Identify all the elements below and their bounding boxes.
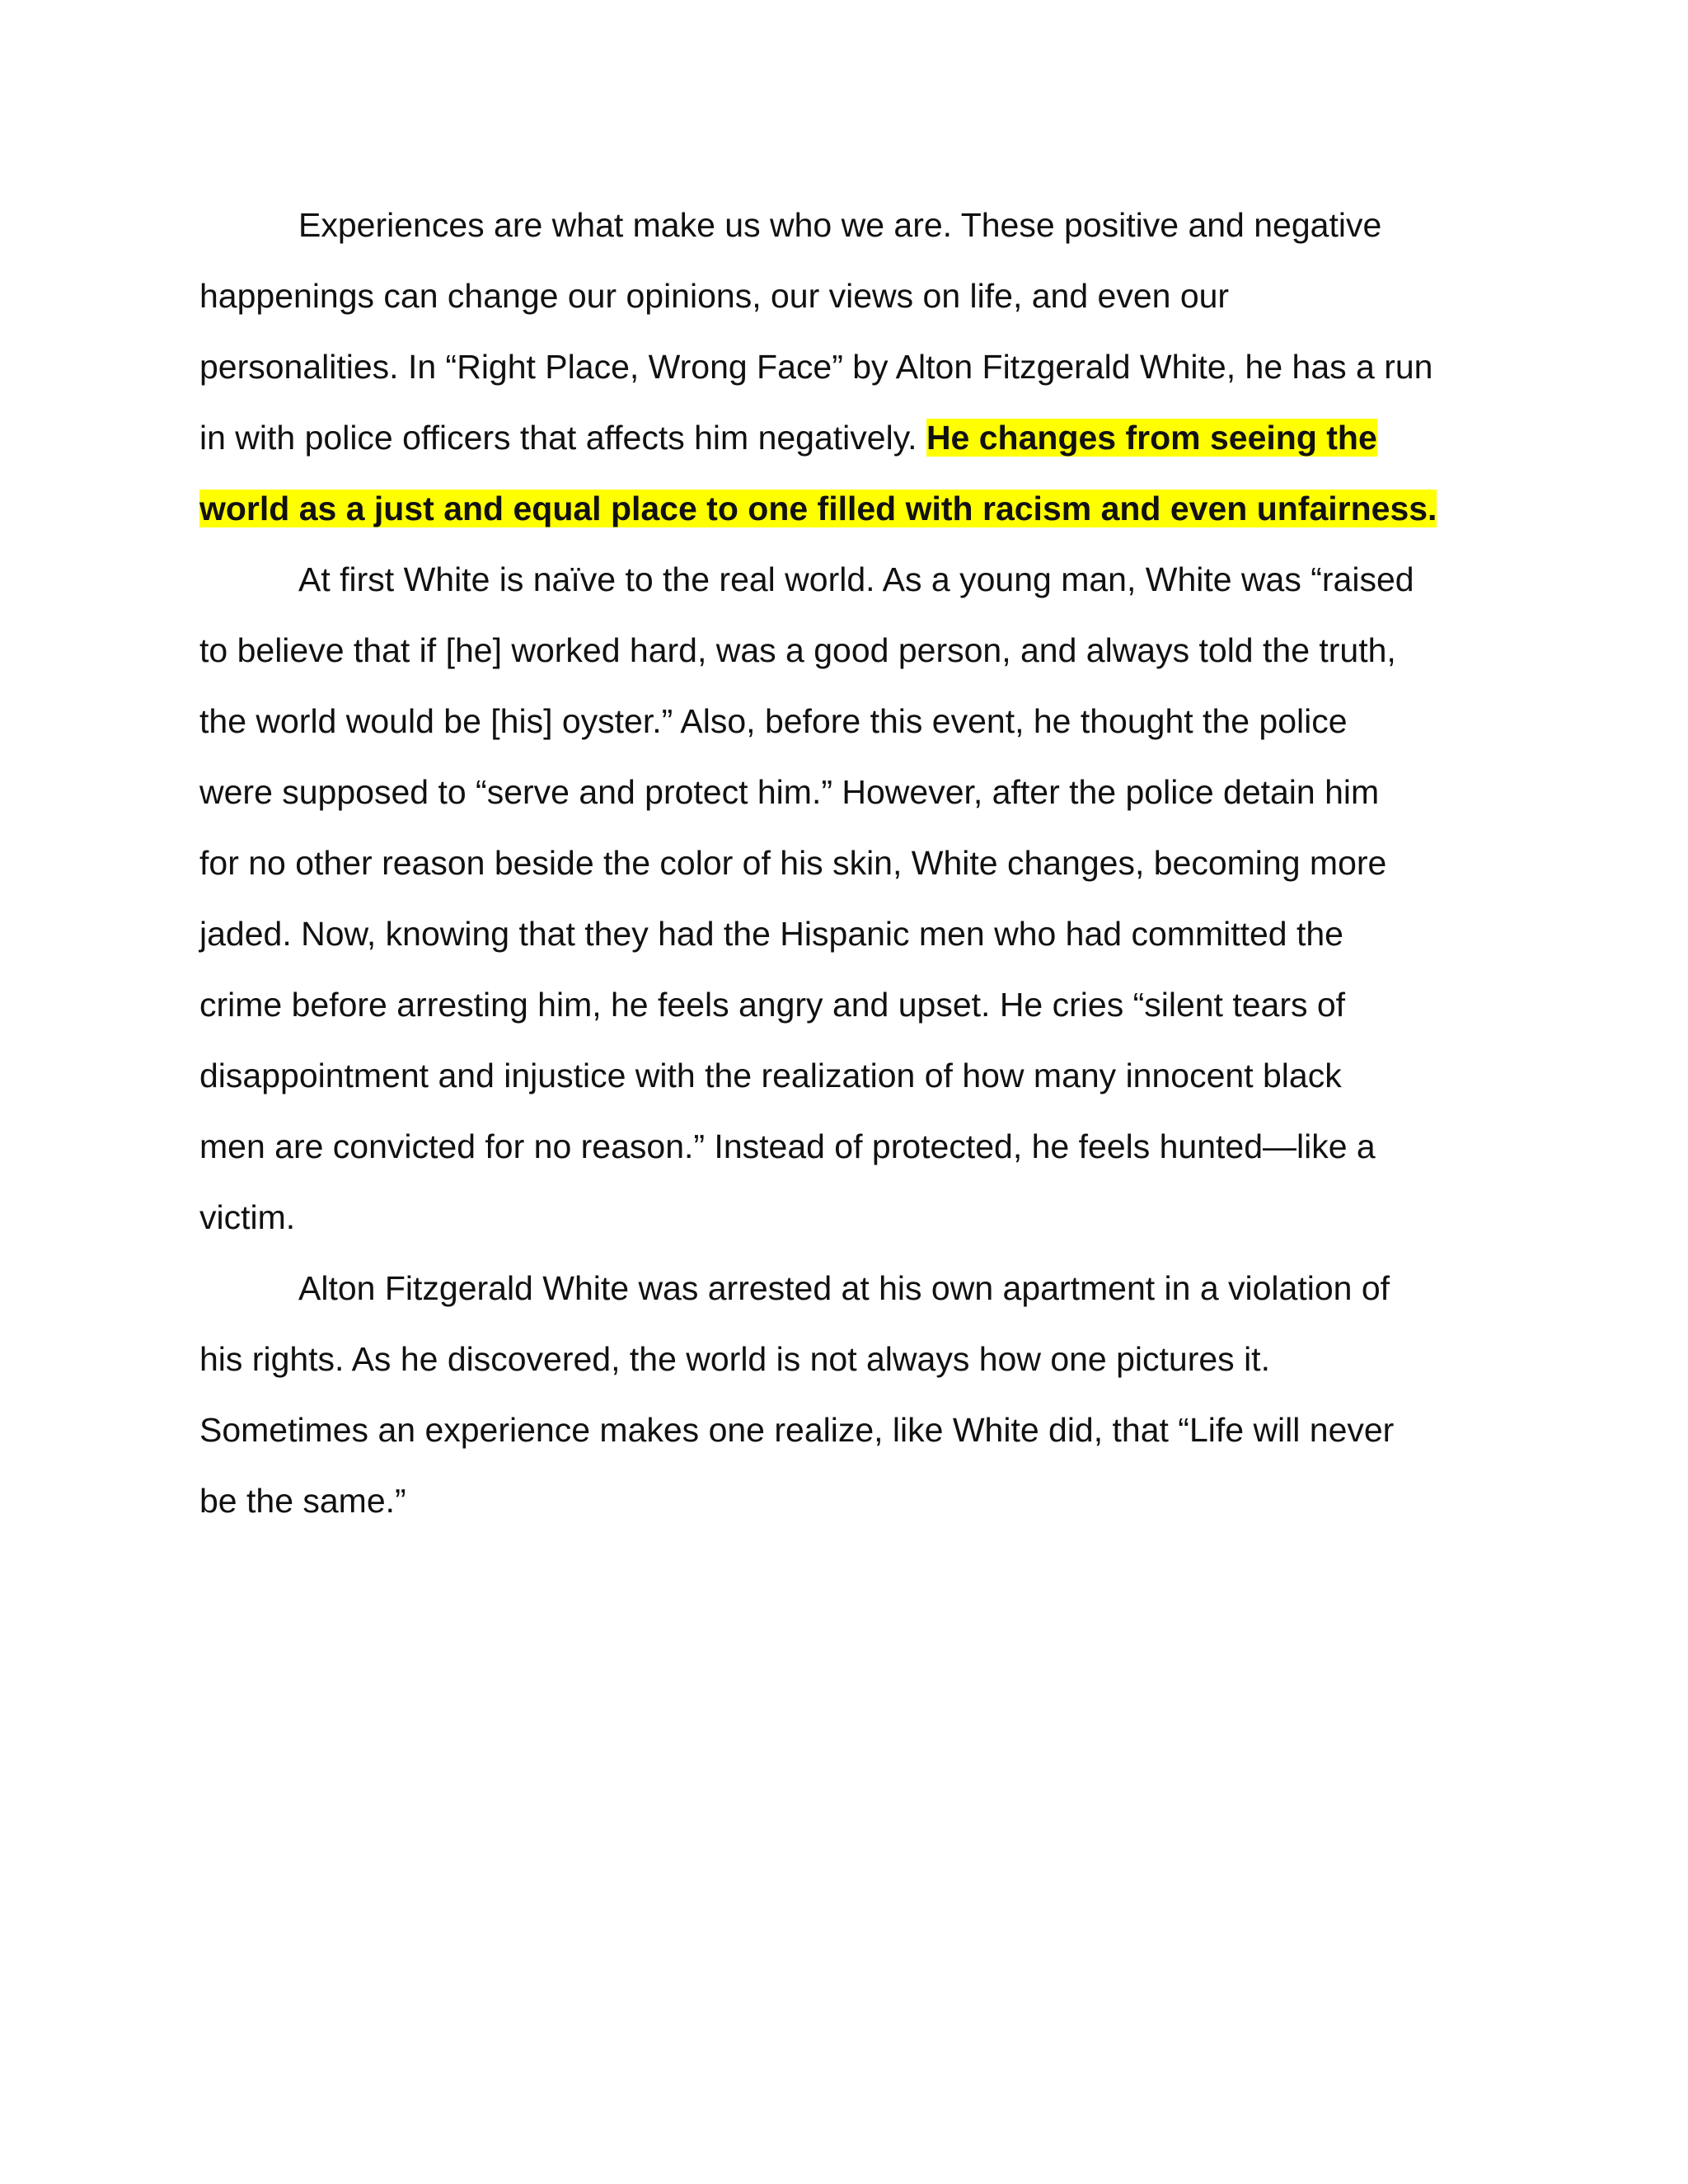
thesis-highlight: world as a just and equal place to one filled with racism and even unfairness. [199, 490, 1437, 527]
paragraph-line: Experiences are what make us who we are. These positive and negative [298, 206, 1382, 244]
thesis-highlight: He changes from seeing the [926, 419, 1377, 457]
paragraph-line: crime before arresting him, he feels angry and upset. He cries “silent tears of [199, 986, 1346, 1024]
paragraph-line: the world would be [his] oyster.” Also, before this event, he thought the police [199, 702, 1348, 740]
paragraph-line: for no other reason beside the color of his skin, White changes, becoming more [199, 844, 1387, 882]
paragraph-line [199, 473, 1518, 544]
paragraph-intro [199, 190, 1518, 544]
paragraph-line: his rights. As he discovered, the world is not always how one pictures it. [199, 1340, 1270, 1378]
paragraph-body [199, 544, 1518, 1253]
paragraph-line: men are convicted for no reason.” Instead of protected, he feels hunted—like a [199, 1127, 1376, 1165]
paragraph-line: be the same.” [199, 1482, 406, 1520]
paragraph-line: victim. [199, 1198, 296, 1236]
paragraph-line: At first White is naïve to the real world. As a young man, White was “raised [298, 560, 1414, 598]
paragraph-line: happenings can change our opinions, our views on life, and even our [199, 277, 1230, 315]
paragraph-line: Sometimes an experience makes one realize, like White did, that “Life will never [199, 1411, 1395, 1449]
paragraph-line: jaded. Now, knowing that they had the Hispanic men who had committed the [199, 915, 1343, 953]
paragraph-line: to believe that if [he] worked hard, was a good person, and always told the truth, [199, 631, 1396, 669]
paragraph-conclusion [199, 1253, 1518, 1536]
paragraph-line: Alton Fitzgerald White was arrested at his own apartment in a violation of [298, 1269, 1390, 1307]
line-text: in with police officers that affects him negatively. [199, 419, 926, 457]
paragraph-line: personalities. In “Right Place, Wrong Face” by Alton Fitzgerald White, he has a run [199, 348, 1433, 386]
paragraph-line [199, 402, 1518, 473]
essay-body [199, 190, 1518, 1536]
paragraph-line: disappointment and injustice with the realization of how many innocent black [199, 1057, 1342, 1094]
paragraph-line: were supposed to “serve and protect him.” However, after the police detain him [199, 773, 1380, 811]
